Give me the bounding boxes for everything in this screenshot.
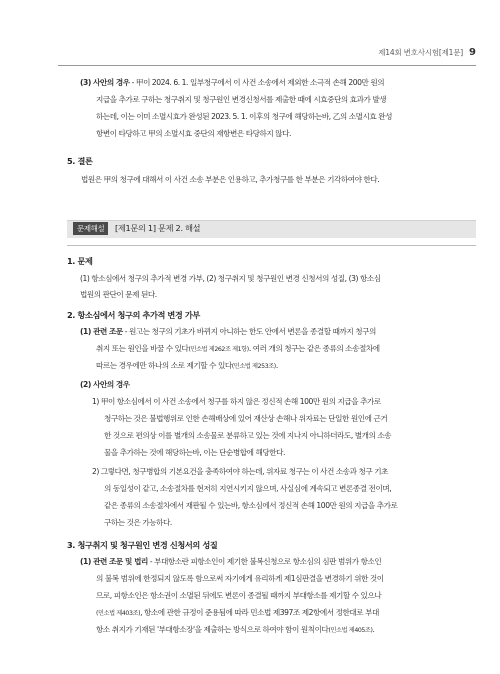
s2-case2-line-3: 같은 종류의 소송절차에서 재판될 수 있는바, 항소심에서 정신적 손해 100만 원의 지급을 추가로 — [104, 501, 398, 510]
s2-case-label-text: (2) 사안의 경우 — [80, 380, 130, 389]
s3-provision-line-2: 의 불복 범위에 한정되지 않도록 함으로써 자기에게 유리하게 제1심판결을 변경하기 위한 것이 — [96, 574, 384, 583]
s2-provision-text-3b: . — [275, 361, 278, 370]
band-title: [제1문의 1] 문제 2. 해설 — [115, 223, 201, 233]
statute-citation: (민소법 제403조) — [96, 610, 141, 617]
statute-citation: (민소법 제405조) — [328, 627, 373, 634]
conclusion-text: 법원은 甲의 청구에 대해서 이 사건 소송 부분은 인용하고, 추가청구를 한 부분은 기각하여야 한다. — [81, 175, 380, 184]
s3-provision-label: (1) 관련 조문 및 법리 — [80, 557, 148, 566]
s3-provision-line-3: 므로, 피항소인은 항소권이 소멸된 뒤에도 변론이 종결될 때까지 부대항소를 제기할 수 있으나 — [96, 591, 382, 600]
case-label: (3) 사안의 경우 — [80, 78, 130, 87]
case-line-3: 하는데, 이는 이미 소멸시효가 완성된 2023. 5. 1. 이후의 청구에 해당하는바, 乙의 소멸시효 완성 — [96, 112, 393, 121]
statute-citation: (민소법 제262조 제1항) — [188, 346, 249, 353]
s2-provision-label: (1) 관련 조문 — [80, 327, 123, 336]
s2-case1-line-2: 청구하는 것은 불법행위로 인한 손해배상에 있어 재산상 손해나 위자료는 단일한 원인에 근거 — [104, 414, 388, 423]
running-title: 제14회 변호사시험[제1문] — [378, 48, 464, 57]
s3-provision-text-5a: 항소 취지가 기재된 '부대항소장'을 제출하는 방식으로 하여야 함이 원칙이다 — [96, 625, 329, 634]
s2-provision-text: - 원고는 청구의 기초가 바뀌지 아니하는 한도 안에서 변론을 종결할 때까지 청구의 — [122, 327, 376, 336]
statute-citation: (민소법 제253조) — [231, 363, 276, 370]
issue-line-1: (1) 항소심에서 청구의 추가적 변경 가부, (2) 청구취지 및 청구원인 변경 신청서의 성질, (3) 항소심 — [80, 274, 381, 283]
s2-provision-line-1 — [80, 326, 376, 339]
s2-case1-line-3: 한 것으로 편의상 이를 별개의 소송물로 분류하고 있는 것에 지나지 아니하더라도, 별개의 소송 — [104, 431, 392, 440]
case-text: - 甲이 2024. 6. 1. 일부청구에서 이 사건 소송에서 제외한 소극적 손해 200만 원의 — [129, 78, 385, 87]
s3-provision-line-5 — [96, 624, 375, 638]
page-number: 9 — [469, 47, 476, 58]
s2-provision-line-3 — [96, 360, 278, 374]
s2-provision-text-3a: 따르는 경우에만 하나의 소로 제기할 수 있다 — [96, 361, 232, 370]
section3-heading: 3. 청구취지 및 청구원인 변경 신청서의 성질 — [67, 540, 218, 550]
band-rule — [67, 245, 476, 246]
case-line-2: 지급을 추가로 구하는 청구취지 및 청구원인 변경신청서를 제출한 때에 시효중단의 효과가 발생 — [96, 95, 387, 104]
s2-case2-line-2: 의 동일성이 같고, 소송절차를 현저히 지연시키지 않으며, 사실심에 계속되고 변론종결 전이며, — [104, 484, 392, 493]
explanation-tag: 문제해설 — [73, 222, 108, 235]
s2-case-label — [80, 379, 130, 392]
s3-provision-line-1 — [80, 556, 381, 569]
conclusion-heading: 5. 결론 — [67, 156, 93, 166]
case-line-4: 항변이 타당하고 甲의 소멸시효 중단의 재항변은 타당하지 않다. — [96, 129, 291, 138]
s2-case2-line-1: 2) 그렇다면, 청구병합의 기본요건을 충족하여야 하는데, 위자료 청구는 이 사건 소송과 청구 기초 — [92, 467, 389, 476]
s2-provision-text-2a: 취지 또는 원인을 바꿀 수 있다 — [96, 344, 189, 353]
header-rule — [58, 65, 476, 66]
s3-provision-text: - 부대항소란 피항소인이 제기한 불복신청으로 항소심의 심판 범위가 항소인 — [147, 557, 382, 566]
issue-heading: 1. 문제 — [67, 256, 93, 266]
s3-provision-text-5b: . — [372, 625, 375, 634]
s2-case2-line-4: 구하는 것은 가능하다. — [104, 518, 172, 527]
s2-provision-text-2b: . 여러 개의 청구는 같은 종류의 소송절차에 — [248, 344, 380, 353]
s2-provision-line-2 — [96, 343, 380, 357]
case-line-1 — [80, 77, 384, 90]
section2-heading: 2. 항소심에서 청구의 추가적 변경 가부 — [67, 310, 200, 320]
s3-provision-text-4b: , 항소에 관한 규정이 준용됨에 따라 민소법 제397조 제2항에서 정한대로 부대 — [140, 608, 379, 617]
page-header — [378, 47, 476, 58]
s2-case1-line-4: 물을 추가하는 것에 해당하는바, 이는 단순병합에 해당한다. — [104, 448, 285, 457]
s3-provision-line-4 — [96, 607, 379, 621]
issue-line-2: 법원의 판단이 문제 된다. — [80, 290, 157, 299]
s2-case1-line-1: 1) 甲이 항소심에서 이 사건 소송에서 청구를 하지 않은 정신적 손해 100만 원의 지급을 추가로 — [92, 397, 381, 406]
